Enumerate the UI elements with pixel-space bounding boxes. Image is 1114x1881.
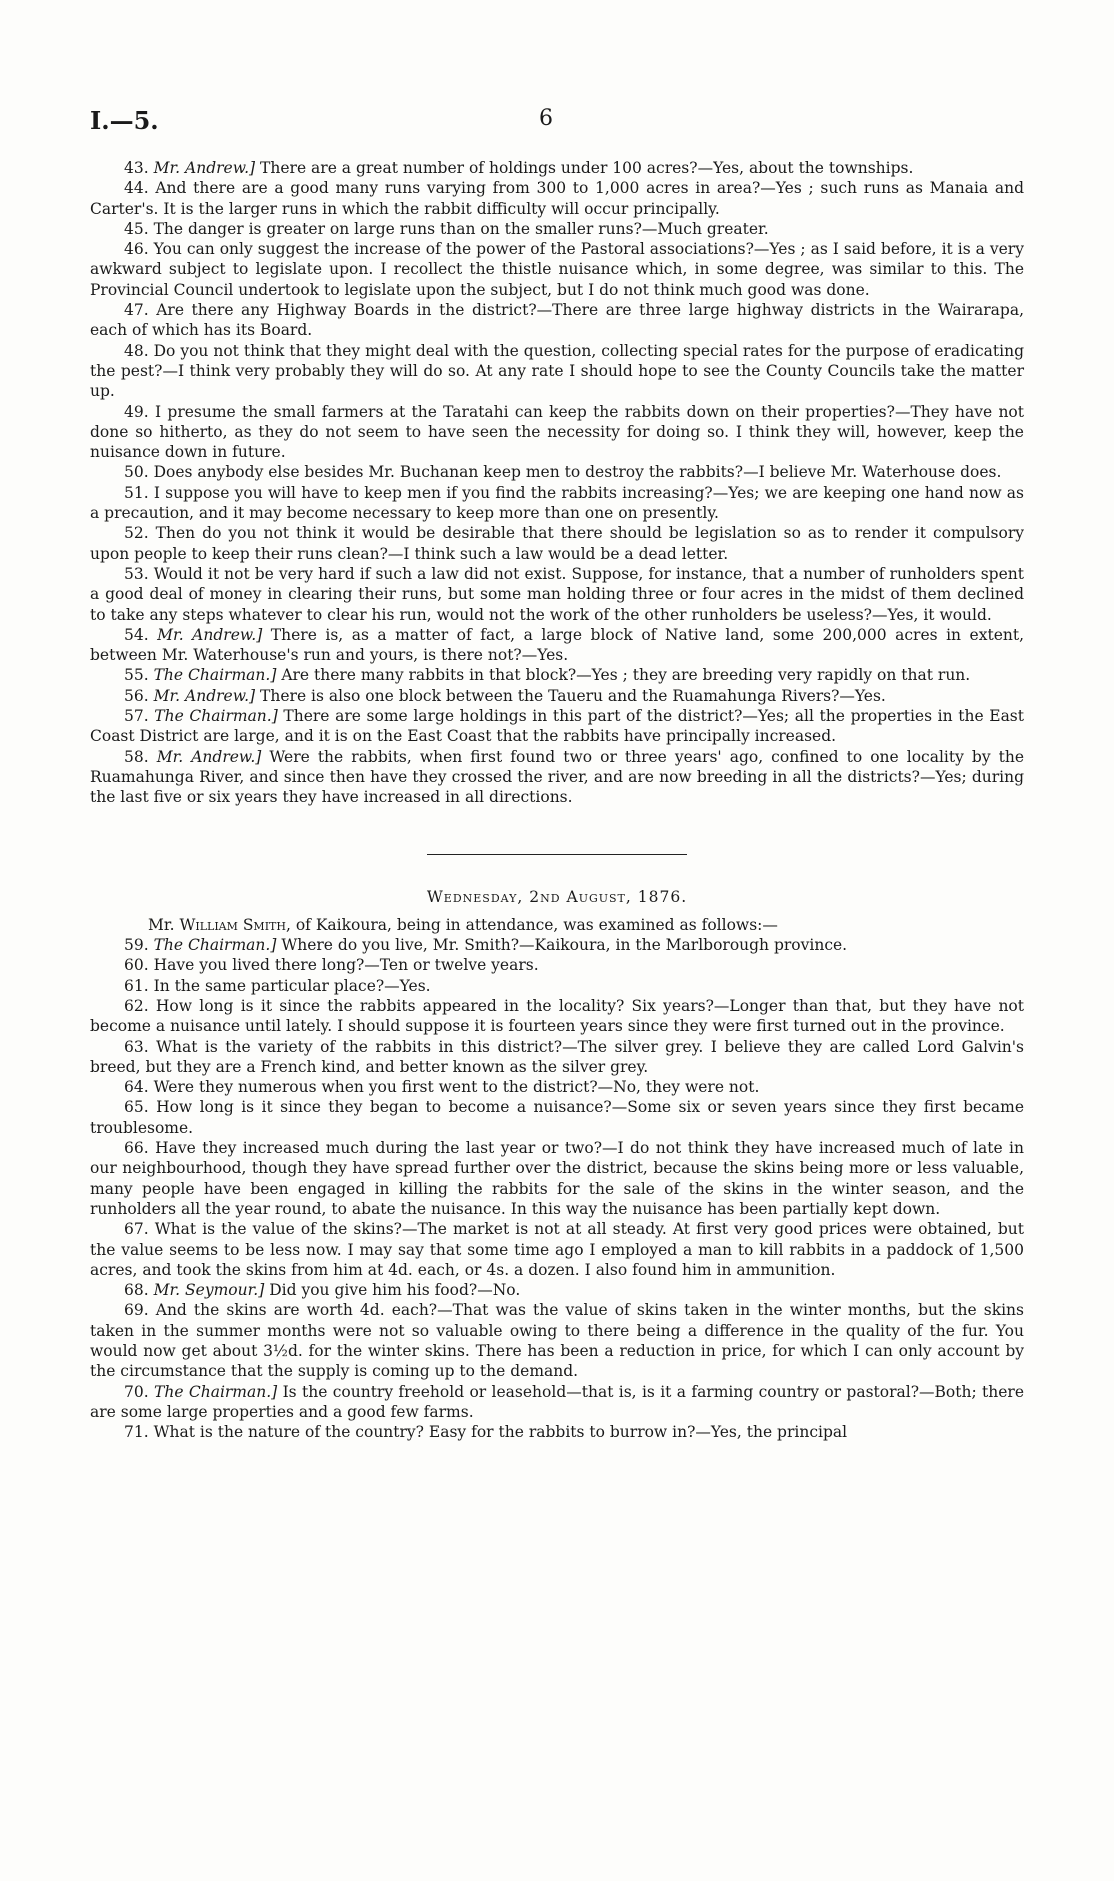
witness-name: William Smith,	[179, 915, 291, 934]
question-paragraph	[90, 706, 1024, 747]
question-text: Are there any Highway Boards in the district?—There are three large highway districts in the Wairarapa, each of which has its Board.	[90, 301, 1024, 340]
question-paragraph	[90, 625, 1024, 666]
question-number: 45.	[124, 219, 149, 238]
question-number: 64.	[124, 1078, 149, 1097]
intro-text: of Kaikoura, being in attendance, was examined as follows:—	[295, 915, 778, 934]
page-number: 6	[539, 106, 553, 131]
question-number: 50.	[124, 463, 149, 482]
question-paragraph	[90, 158, 1024, 178]
question-number: 49.	[124, 402, 149, 421]
question-text: Is the country freehold or leasehold—that is, is it a farming country or pastoral?—Both; there are some large properties and a good few farms.	[90, 1382, 1024, 1421]
question-paragraph	[90, 1300, 1024, 1381]
speaker-name: Mr. Andrew.]	[153, 686, 256, 705]
question-number: 69.	[124, 1301, 149, 1320]
question-number: 58.	[124, 747, 149, 766]
page-header	[90, 106, 1024, 136]
question-paragraph	[90, 976, 1024, 996]
question-paragraph	[90, 1382, 1024, 1423]
question-number: 53.	[124, 564, 149, 583]
question-paragraph	[90, 462, 1024, 482]
question-paragraph	[90, 300, 1024, 341]
question-paragraph	[90, 178, 1024, 219]
date-heading: Wednesday, 2nd August, 1876.	[426, 887, 688, 906]
question-text: Do you not think that they might deal with the question, collecting special rates for the purpose of eradicating the pest?—I think very probably they will do so. At any rate I should hope to see the County Councils take the matter up.	[90, 341, 1024, 401]
question-paragraph	[90, 1097, 1024, 1138]
speaker-name: The Chairman.]	[154, 707, 278, 726]
question-number: 70.	[124, 1382, 149, 1401]
question-number: 44.	[124, 179, 149, 198]
question-text: Then do you not think it would be desirable that there should be legislation so as to render it compulsory upon people to keep their runs clean?—I think such a law would be a dead letter.	[90, 524, 1024, 563]
question-paragraph	[90, 747, 1024, 808]
witness-introduction	[90, 915, 1024, 935]
question-number: 52.	[124, 524, 149, 543]
question-number: 59.	[124, 936, 149, 955]
speaker-name: Mr. Andrew.]	[156, 747, 262, 766]
question-text: There is, as a matter of fact, a large block of Native land, some 200,000 acres in extent, between Mr. Waterhouse's run and yours, is there not?—Yes.	[90, 625, 1025, 665]
question-text: Did you give him his food?—No.	[269, 1281, 521, 1300]
question-text: I suppose you will have to keep men if you find the rabbits increasing?—Yes; we are keeping one hand now as a precaution, and it may become necessary to keep more than one on presently.	[90, 483, 1024, 523]
question-paragraph	[90, 1037, 1024, 1078]
question-text: There are a great number of holdings under 100 acres?—Yes, about the townships.	[260, 159, 914, 177]
question-text: And the skins are worth 4d. each?—That was the value of skins taken in the winter months, but the skins taken in the summer months were not so valuable owing to there being a difference in the quality of the fur. You would now get about 3½d. for the winter skins. There has been a reduction in price, for which I can only account by the circumstance that the supply is coming up to the demand.	[90, 1301, 1024, 1381]
question-text: There is also one block between the Taueru and the Ruamahunga Rivers?—Yes.	[260, 686, 886, 705]
document-reference: I.—5.	[90, 106, 159, 135]
question-text: Have you lived there long?—Ten or twelve years.	[153, 956, 539, 975]
speaker-name: The Chairman.]	[153, 936, 277, 955]
question-text: You can only suggest the increase of the power of the Pastoral associations?—Yes ; as I said before, it is a very awkward subject to legislate upon. I recollect the thistle nuisance which, in some degree, was similar to this. The Provincial Council undertook to legislate upon the subject, but I do not think much good was done.	[90, 240, 1024, 299]
question-number: 62.	[124, 996, 149, 1015]
question-text: How long is it since they began to become a nuisance?—Some six or seven years since they first became troublesome.	[90, 1098, 1025, 1137]
question-text: What is the variety of the rabbits in this district?—The silver grey. I believe they are called Lord Galvin's breed, but they are a French kind, and better known as the silver grey.	[90, 1037, 1024, 1076]
question-text: Does anybody else besides Mr. Buchanan keep men to destroy the rabbits?—I believe Mr. Waterhouse does.	[153, 463, 1002, 482]
speaker-name: Mr. Seymour.]	[153, 1281, 265, 1300]
question-number: 66.	[124, 1139, 149, 1158]
speaker-name: The Chairman.]	[153, 666, 277, 685]
question-number: 46.	[124, 240, 149, 259]
question-text: Would it not be very hard if such a law did not exist. Suppose, for instance, that a number of runholders spent a good deal of money in clearing their runs, but some man holding three or four acres in the midst of them declined to take any steps whatever to clear his run, would not the work of the other runholders be useless?—Yes, it would.	[90, 564, 1024, 624]
speaker-name: Mr. Andrew.]	[157, 625, 263, 644]
question-text: I presume the small farmers at the Taratahi can keep the rabbits down on their properties?—They have not done so hitherto, as they do not seem to have seen the necessity for doing so. I think they will, however, keep the nuisance down in future.	[90, 402, 1024, 462]
question-number: 61.	[124, 976, 149, 995]
question-text: And there are a good many runs varying from 300 to 1,000 acres in area?—Yes ; such runs as Manaia and Carter's. It is the larger runs in which the rabbit difficulty will occur principally.	[90, 179, 1024, 218]
question-number: 48.	[124, 341, 149, 360]
question-number: 60.	[124, 956, 149, 975]
question-number: 67.	[124, 1220, 149, 1239]
question-number: 63.	[124, 1037, 149, 1056]
question-paragraph	[90, 665, 1024, 685]
document-body	[90, 158, 1024, 1443]
question-text: In the same particular place?—Yes.	[153, 976, 431, 995]
minutes-section-2	[90, 935, 1024, 1442]
question-paragraph	[90, 564, 1024, 625]
question-paragraph	[90, 239, 1024, 300]
question-paragraph	[90, 955, 1024, 975]
question-text: There are some large holdings in this part of the district?—Yes; all the properties in the East Coast District are large, and it is on the East Coast that the rabbits have principally increased.	[90, 707, 1024, 746]
question-paragraph	[90, 935, 1024, 955]
question-text: What is the nature of the country? Easy for the rabbits to burrow in?—Yes, the principal	[153, 1423, 848, 1442]
section-divider	[427, 854, 687, 855]
question-text: What is the value of the skins?—The market is not at all steady. At first very good prices were obtained, but the value seems to be less now. I may say that some time ago I employed a man to kill rabbits in a paddock of 1,500 acres, and took the skins from him at 4d. each, or 4s. a dozen. I also found him in ammunition.	[90, 1220, 1024, 1279]
question-paragraph	[90, 402, 1024, 463]
question-number: 55.	[124, 666, 149, 685]
question-text: Have they increased much during the last year or two?—I do not think they have increased much of late in our neighbourhood, though they have spread further over the district, because the skins being more or less valuable, many people have been engaged in killing the rabbits for the sale of the skins in the winter season, and the runholders all the year round, to abate the nuisance. In this way the nuisance has been partially kept down.	[90, 1139, 1024, 1218]
question-paragraph	[90, 219, 1024, 239]
question-paragraph	[90, 483, 1024, 524]
question-paragraph	[90, 1219, 1024, 1280]
question-number: 51.	[124, 483, 149, 502]
question-paragraph	[90, 686, 1024, 706]
question-number: 43.	[124, 159, 149, 177]
question-paragraph	[90, 996, 1024, 1037]
question-number: 71.	[124, 1423, 149, 1442]
minutes-section-1	[90, 158, 1024, 808]
question-number: 56.	[124, 686, 149, 705]
question-paragraph	[90, 1138, 1024, 1219]
question-text: Were they numerous when you first went to the district?—No, they were not.	[153, 1078, 760, 1097]
intro-prefix: Mr.	[148, 915, 175, 934]
question-number: 65.	[124, 1098, 149, 1117]
question-number: 57.	[124, 707, 149, 726]
question-text: Are there many rabbits in that block?—Yes ; they are breeding very rapidly on that run.	[281, 666, 971, 685]
question-text: Were the rabbits, when first found two or three years' ago, confined to one locality by the Ruamahunga River, and since then have they crossed the river, and are now breeding in all the districts?—Yes; during the last five or six years they have increased in all directions.	[90, 747, 1024, 807]
speaker-name: The Chairman.]	[154, 1382, 278, 1401]
speaker-name: Mr. Andrew.]	[153, 159, 256, 177]
question-paragraph	[90, 523, 1024, 564]
question-number: 54.	[124, 625, 149, 644]
question-number: 68.	[124, 1281, 149, 1300]
question-text: The danger is greater on large runs than on the smaller runs?—Much greater.	[153, 219, 769, 238]
question-paragraph	[90, 1422, 1024, 1442]
question-paragraph	[90, 341, 1024, 402]
question-number: 47.	[124, 301, 149, 320]
question-paragraph	[90, 1280, 1024, 1300]
question-text: Where do you live, Mr. Smith?—Kaikoura, in the Marlborough province.	[281, 936, 848, 955]
question-text: How long is it since the rabbits appeared in the locality? Six years?—Longer than that, but they have not become a nuisance until lately. I should suppose it is fourteen years since they were first turned out in the province.	[90, 996, 1024, 1036]
question-paragraph	[90, 1077, 1024, 1097]
